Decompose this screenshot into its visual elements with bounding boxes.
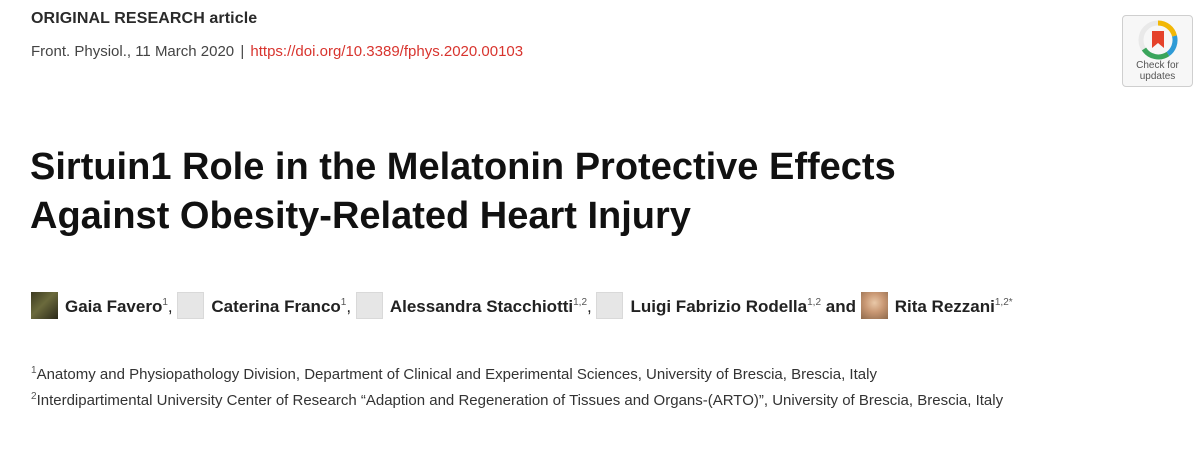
author-name[interactable]: Alessandra Stacchiotti [389,297,574,316]
author-avatar [31,292,58,319]
authors-and: and [825,297,856,316]
author-affiliation-sup: 1,2* [994,297,1013,308]
check-for-updates-label-line1: Check for [1136,60,1179,71]
citation-separator: | [240,43,245,60]
author-item[interactable] [31,297,173,316]
affiliation-text: Anatomy and Physiopathology Division, Department of Clinical and Experimental Sciences, University of Brescia, Brescia, Italy [36,366,877,383]
author-name[interactable]: Rita Rezzani [894,297,995,316]
article-title [30,143,1160,241]
article-title-line2: Against Obesity-Related Heart Injury [30,195,691,237]
affiliation-list [31,362,1181,414]
affiliation-text: Interdipartimental University Center of Research “Adaption and Regeneration of Tissues and Organs-(ARTO)”, University of Brescia, Brescia, Italy [36,392,1004,409]
affiliation-sup: 1 [31,365,37,376]
article-type [31,10,257,28]
author-name[interactable]: Luigi Fabrizio Rodella [630,297,808,316]
author-name[interactable]: Gaia Favero [65,297,163,316]
citation-line [31,43,523,60]
article-type-label: ORIGINAL RESEARCH [31,10,205,27]
author-affiliation-sup: 1 [340,297,347,308]
doi-link[interactable]: https://doi.org/10.3389/fphys.2020.00103 [250,43,524,60]
author-item[interactable] [177,297,351,316]
affiliation-item [31,362,1181,388]
check-for-updates-label-line2: updates [1139,71,1176,82]
author-separator: , [346,297,352,316]
check-for-updates-icon [1138,20,1178,60]
author-avatar-placeholder [356,292,383,319]
author-affiliation-sup: 1,2 [807,297,822,308]
author-item[interactable] [356,297,592,316]
author-item[interactable] [596,297,821,316]
article-title-line1: Sirtuin1 Role in the Melatonin Protective Effects [30,146,896,188]
author-name[interactable]: Caterina Franco [211,297,341,316]
check-for-updates-button[interactable] [1122,15,1193,87]
author-avatar-placeholder [596,292,623,319]
author-separator: , [587,297,592,316]
affiliation-item [31,388,1181,414]
author-separator: , [167,297,173,316]
article-type-suffix: article [209,10,258,27]
author-affiliation-sup: 1,2 [573,297,588,308]
author-affiliation-sup: 1 [162,297,168,308]
author-avatar [861,292,888,319]
journal-citation: Front. Physiol., 11 March 2020 [31,43,235,60]
author-list [31,292,1171,321]
affiliation-sup: 2 [31,391,37,402]
author-avatar-placeholder [177,292,204,319]
